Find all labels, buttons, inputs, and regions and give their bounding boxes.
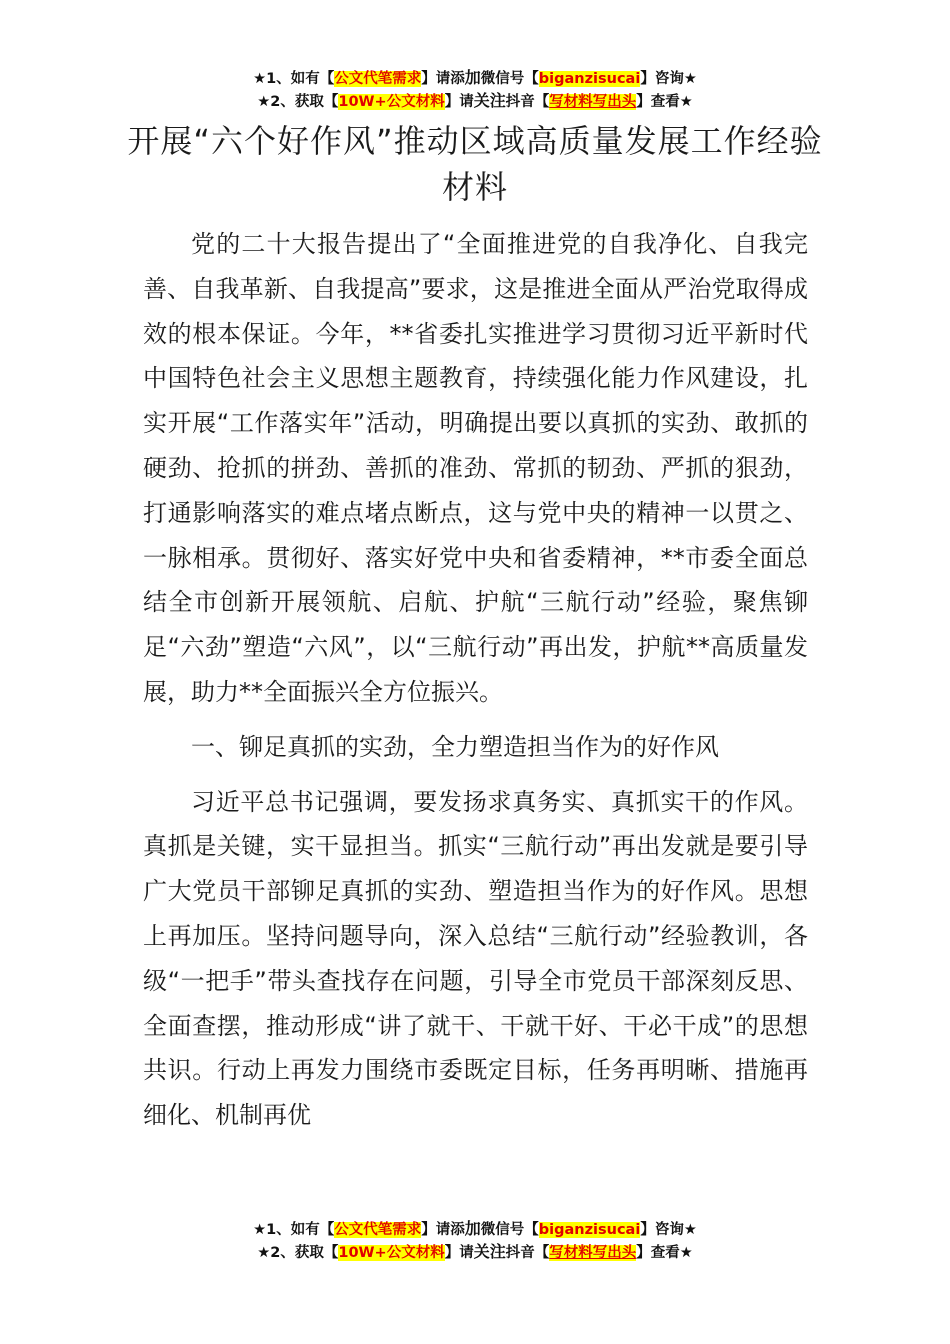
promo-line-1-mid2: 微信号【 bbox=[480, 1222, 539, 1238]
promo-line-2-bottom bbox=[0, 1241, 950, 1264]
promo-line-1 bbox=[0, 67, 950, 90]
promo-line-2-mid: 】请 bbox=[444, 1245, 474, 1261]
promo-line-1-emphasis: 加 bbox=[464, 68, 481, 87]
promo-banner-bottom bbox=[0, 1218, 950, 1264]
document-title: 开展“六个好作风”推动区域高质量发展工作经验材料 bbox=[127, 122, 823, 206]
promo-line-1-suffix: 】咨询★ bbox=[640, 1222, 697, 1238]
promo-line-2-mid2: 抖音【 bbox=[505, 1245, 550, 1261]
promo-line-1-prefix: ★1、如有【 bbox=[253, 1222, 335, 1238]
promo-line-2-suffix: 】查看★ bbox=[636, 94, 693, 110]
intro-paragraph: 党的二十大报告提出了“全面推进党的自我净化、自我完善、自我革新、自我提高”要求，这是推进全面从严治党取得成效的根本保证。今年，**省委扎实推进学习贯彻习近平新时代中国特色社会主义思想主题教育，持续强化能力作风建设，扎实开展“工作落实年”活动，明确提出要以真抓的实劲、敢抓的硬劲、抢抓的拼劲、善抓的准劲、常抓的韧劲、严抓的狠劲，打通影响落实的难点堵点断点，这与党中央的精神一以贯之、一脉相承。贯彻好、落实好党中央和省委精神，**市委全面总结全市创新开展领航、启航、护航“三航行动”经验，聚焦铆足“六劲”塑造“六风”，以“三航行动”再出发，护航**高质量发展，助力**全面振兴全方位振兴。 bbox=[143, 230, 808, 706]
promo-line-1-mid: 】请添 bbox=[421, 1222, 465, 1238]
promo-line-2-prefix: ★2、获取【 bbox=[257, 1245, 339, 1261]
section-heading-1: 一、铆足真抓的实劲，全力塑造担当作为的好作风 bbox=[191, 732, 719, 761]
promo-line-2 bbox=[0, 90, 950, 113]
promo-line-1-bottom bbox=[0, 1218, 950, 1241]
promo-highlight-materials: 10W+公文材料 bbox=[338, 94, 445, 110]
promo-highlight-douyin: 写材料写出头 bbox=[549, 94, 637, 110]
section-1-paragraph: 习近平总书记强调，要发扬求真务实、真抓实干的作风。真抓是关键，实干显担当。抓实“三航行动”再出发就是要引导广大党员干部铆足真抓的实劲、塑造担当作为的好作风。思想上再加压。坚持问题导向，深入总结“三航行动”经验教训，各级“一把手”带头查找存在问题，引导全市党员干部深刻反思、全面查摆，推动形成“讲了就干、干就干好、干必干成”的思想共识。行动上再发力围绕市委既定目标，任务再明晰、措施再细化、机制再优 bbox=[143, 787, 808, 1130]
promo-line-1-mid2: 微信号【 bbox=[480, 71, 539, 87]
promo-line-2-emphasis: 关注 bbox=[473, 1242, 506, 1261]
promo-line-2-emphasis: 关注 bbox=[473, 91, 506, 110]
promo-highlight-douyin: 写材料写出头 bbox=[549, 1245, 637, 1261]
promo-highlight-wechat-id: biganzisucai bbox=[538, 1222, 641, 1238]
promo-line-2-suffix: 】查看★ bbox=[636, 1245, 693, 1261]
promo-line-1-prefix: ★1、如有【 bbox=[253, 71, 335, 87]
promo-line-1-mid: 】请添 bbox=[421, 71, 465, 87]
promo-line-1-emphasis: 加 bbox=[464, 1219, 481, 1238]
promo-highlight-wechat-id: biganzisucai bbox=[538, 71, 641, 87]
promo-banner-top bbox=[0, 67, 950, 113]
promo-line-2-mid: 】请 bbox=[444, 94, 474, 110]
promo-line-1-suffix: 】咨询★ bbox=[640, 71, 697, 87]
promo-line-2-mid2: 抖音【 bbox=[505, 94, 550, 110]
promo-line-2-prefix: ★2、获取【 bbox=[257, 94, 339, 110]
promo-highlight-service: 公文代笔需求 bbox=[334, 1222, 422, 1238]
document-body bbox=[143, 222, 808, 1138]
promo-highlight-materials: 10W+公文材料 bbox=[338, 1245, 445, 1261]
promo-highlight-service: 公文代笔需求 bbox=[334, 71, 422, 87]
